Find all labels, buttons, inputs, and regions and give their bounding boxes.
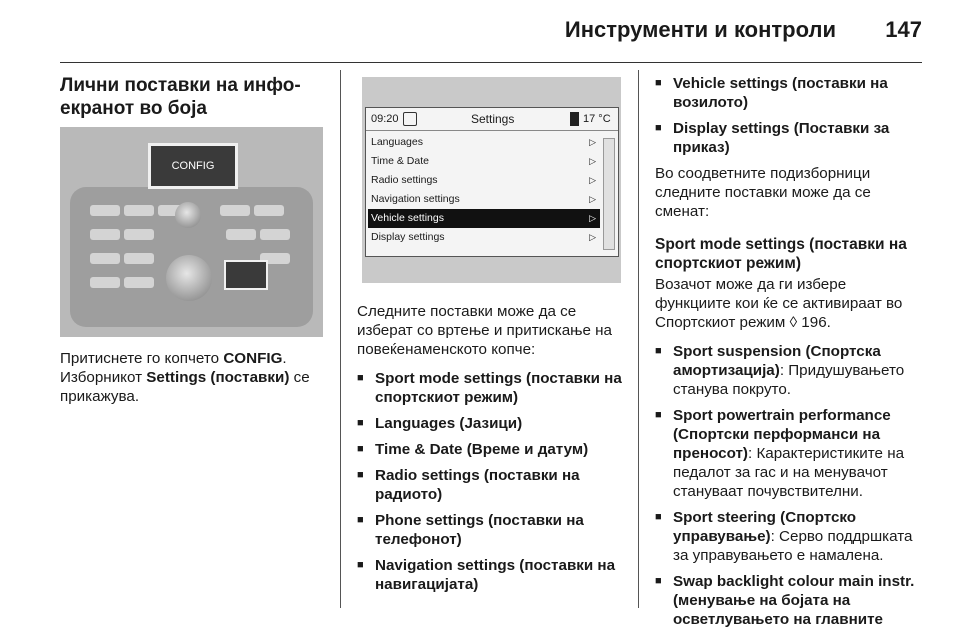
panel-button bbox=[124, 205, 154, 216]
chevron-right-icon: ▷ bbox=[589, 175, 596, 185]
config-button-highlight bbox=[224, 260, 268, 290]
panel-button bbox=[220, 205, 250, 216]
status-bar bbox=[366, 108, 618, 131]
menu-item-label: Languages bbox=[371, 136, 423, 148]
settings-menu bbox=[368, 133, 600, 247]
list-item-label: Phone settings (поставки на телефонот) bbox=[375, 512, 584, 548]
settings-screen-image bbox=[362, 77, 621, 283]
page-number: 147 bbox=[885, 17, 922, 42]
clock-icon bbox=[403, 112, 417, 126]
settings-label: Settings (поставки) bbox=[146, 369, 290, 386]
menu-item-vehicle[interactable] bbox=[368, 209, 600, 228]
list-item bbox=[357, 369, 629, 407]
multifunction-knob bbox=[166, 255, 212, 301]
list-item bbox=[357, 511, 629, 549]
list-item bbox=[655, 342, 923, 399]
config-button-photo bbox=[60, 127, 323, 337]
panel-button bbox=[90, 205, 120, 216]
settings-display bbox=[365, 107, 619, 257]
panel-button bbox=[90, 277, 120, 288]
menu-item-navigation[interactable] bbox=[368, 190, 600, 209]
sport-mode-text: Возачот може да ги избере функциите кои ќе се активираат во Спортскиот режим ◊ 196. bbox=[655, 276, 903, 331]
scrollbar[interactable] bbox=[603, 138, 615, 250]
chevron-right-icon: ▷ bbox=[589, 194, 596, 204]
list-item-label: Vehicle settings (поставки на возилото) bbox=[673, 75, 888, 111]
list-item-label: Swap backlight colour main instr. (менување на бојата на осветлувањето на главните bbox=[673, 573, 915, 628]
menu-item-label: Navigation settings bbox=[371, 193, 460, 205]
config-instruction bbox=[60, 349, 332, 406]
list-item-label: Sport mode settings (поставки на спортскиот режим) bbox=[375, 370, 622, 406]
column-divider bbox=[638, 70, 639, 608]
list-item-label: Sport suspension (Спортска амортизација) bbox=[673, 343, 881, 379]
temperature: 17 °C bbox=[583, 113, 611, 125]
menu-item-label: Radio settings bbox=[371, 174, 438, 186]
panel-button bbox=[124, 229, 154, 240]
column-2 bbox=[357, 302, 629, 601]
menu-item-label: Display settings bbox=[371, 231, 445, 243]
text-run: . Изборникот bbox=[60, 350, 287, 386]
section-title: Лични поставки на инфо-екранот во боја bbox=[60, 75, 301, 119]
menu-item-label: Time & Date bbox=[371, 155, 429, 167]
list-item bbox=[655, 508, 923, 565]
list-item bbox=[655, 406, 923, 501]
panel-button bbox=[254, 205, 284, 216]
panel-button bbox=[124, 277, 154, 288]
list-item bbox=[357, 466, 629, 504]
thermometer-icon bbox=[570, 112, 579, 126]
chevron-right-icon: ▷ bbox=[589, 213, 596, 223]
list-item bbox=[655, 572, 923, 629]
clock-time: 09:20 bbox=[371, 113, 399, 125]
column-1-text bbox=[60, 349, 332, 416]
menu-item-display[interactable] bbox=[368, 228, 600, 247]
column-divider bbox=[340, 70, 341, 608]
menu-item-languages[interactable] bbox=[368, 133, 600, 152]
list-item-label: Languages (Јазици) bbox=[375, 415, 523, 432]
panel-button bbox=[90, 229, 120, 240]
panel-button bbox=[260, 229, 290, 240]
list-item-label: Time & Date (Време и датум) bbox=[375, 441, 589, 458]
list-item bbox=[655, 119, 923, 157]
screen-title: Settings bbox=[471, 112, 515, 126]
list-item bbox=[655, 74, 923, 112]
list-item-label: Display settings (Поставки за приказ) bbox=[673, 120, 890, 156]
submenu-intro: Во соодветните подизборници следните поставки може да се сменат: bbox=[655, 165, 871, 220]
list-item bbox=[357, 440, 629, 459]
list-item-label: Radio settings (поставки на радиото) bbox=[375, 467, 580, 503]
chevron-right-icon: ▷ bbox=[589, 232, 596, 242]
panel-button bbox=[124, 253, 154, 264]
panel-button bbox=[226, 229, 256, 240]
column-1 bbox=[60, 74, 332, 130]
text-run: Притиснете го копчето bbox=[60, 350, 224, 367]
chevron-right-icon: ▷ bbox=[589, 137, 596, 147]
subheading: Sport mode settings (поставки на спортскиот режим) bbox=[655, 236, 907, 272]
chevron-right-icon: ▷ bbox=[589, 156, 596, 166]
list-item-text: : Серво поддршката за управувањето е намалена. bbox=[673, 528, 913, 564]
list-item-label: Navigation settings (поставки на навигацијата) bbox=[375, 557, 616, 593]
list-item-label: Sport powertrain performance (Спортски перформанси на преносот) bbox=[673, 407, 891, 462]
power-knob bbox=[175, 202, 201, 228]
config-callout: CONFIG bbox=[148, 143, 238, 189]
config-label: CONFIG bbox=[223, 350, 283, 367]
list-item bbox=[357, 556, 629, 594]
list-item-label: Sport steering (Спортско управување) bbox=[673, 509, 857, 545]
menu-item-time-date[interactable] bbox=[368, 152, 600, 171]
list-item-text: : Карактеристиките на педалот за гас и на менувачот стануваат почувствителни. bbox=[673, 445, 905, 500]
chapter-title: Инструменти и контроли bbox=[564, 17, 836, 42]
panel-button bbox=[90, 253, 120, 264]
list-item bbox=[357, 414, 629, 433]
text-run: се прикажува. bbox=[60, 369, 310, 405]
list-item-text: : Придушувањето станува покруто. bbox=[673, 362, 905, 398]
page-header bbox=[60, 0, 922, 63]
intro-text: Следните поставки може да се изберат со вртење и притискање на повеќенаменското копче: bbox=[357, 303, 612, 358]
menu-item-radio[interactable] bbox=[368, 171, 600, 190]
column-3 bbox=[655, 74, 923, 636]
menu-item-label: Vehicle settings bbox=[371, 212, 444, 224]
